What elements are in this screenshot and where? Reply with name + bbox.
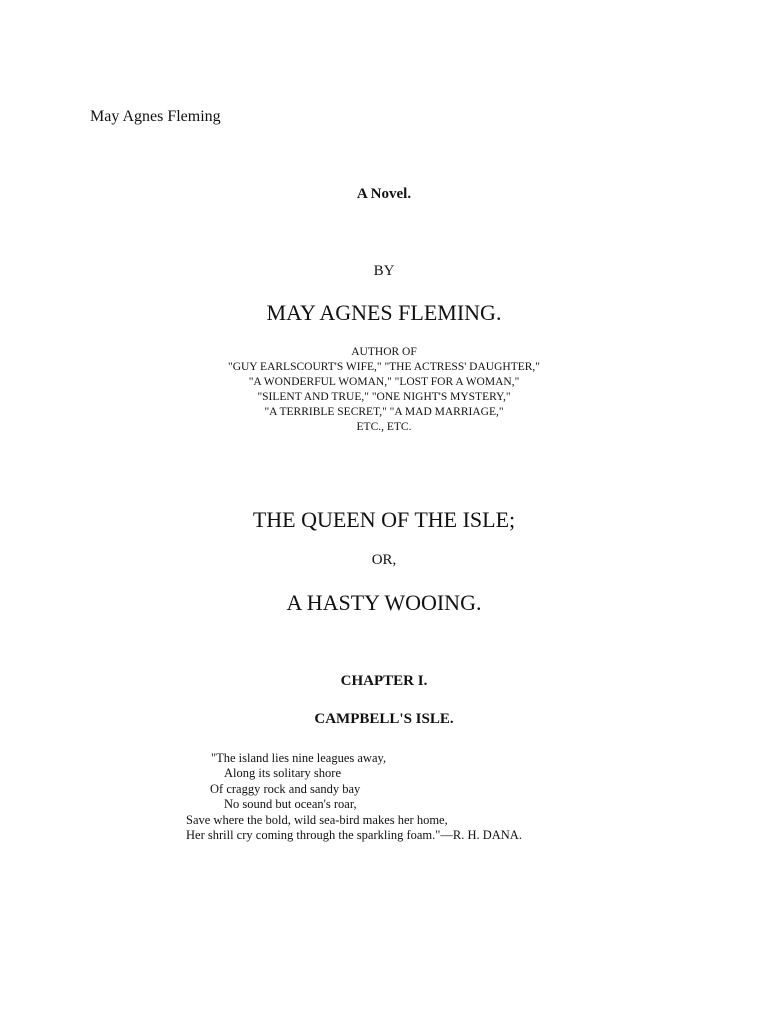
- author-of-line: "SILENT AND TRUE," "ONE NIGHT'S MYSTERY,": [257, 391, 511, 403]
- alternate-title: A HASTY WOOING.: [286, 590, 482, 615]
- main-title: THE QUEEN OF THE ISLE;: [252, 507, 516, 532]
- author-of-line: "GUY EARLSCOURT'S WIFE," "THE ACTRESS' DAUGHTER,": [228, 361, 540, 373]
- author-of-line: "A WONDERFUL WOMAN," "LOST FOR A WOMAN,": [248, 376, 520, 388]
- epigraph-line: Along its solitary shore: [224, 766, 342, 781]
- byline-label: BY: [373, 263, 395, 279]
- author-of-block: [0, 345, 768, 435]
- author-of-line: ETC., ETC.: [356, 421, 412, 433]
- epigraph: [186, 751, 522, 843]
- subtitle: A Novel.: [356, 186, 412, 202]
- chapter-title: CAMPBELL'S ISLE.: [314, 711, 454, 727]
- author-name: MAY AGNES FLEMING.: [266, 300, 502, 325]
- running-head: May Agnes Fleming: [90, 108, 221, 125]
- epigraph-line: "The island lies nine leagues away,: [211, 751, 387, 765]
- author-of-line: "A TERRIBLE SECRET," "A MAD MARRIAGE,": [264, 406, 504, 418]
- epigraph-line: Save where the bold, wild sea-bird makes her home,: [186, 812, 448, 827]
- epigraph-line: Her shrill cry coming through the sparkling foam."—R. H. DANA.: [186, 828, 522, 843]
- author-of-line: AUTHOR OF: [351, 346, 417, 358]
- chapter-heading: CHAPTER I.: [340, 673, 428, 689]
- epigraph-line: No sound but ocean's roar,: [224, 797, 357, 812]
- epigraph-line: Of craggy rock and sandy bay: [210, 781, 361, 796]
- title-conjunction: OR,: [371, 552, 397, 568]
